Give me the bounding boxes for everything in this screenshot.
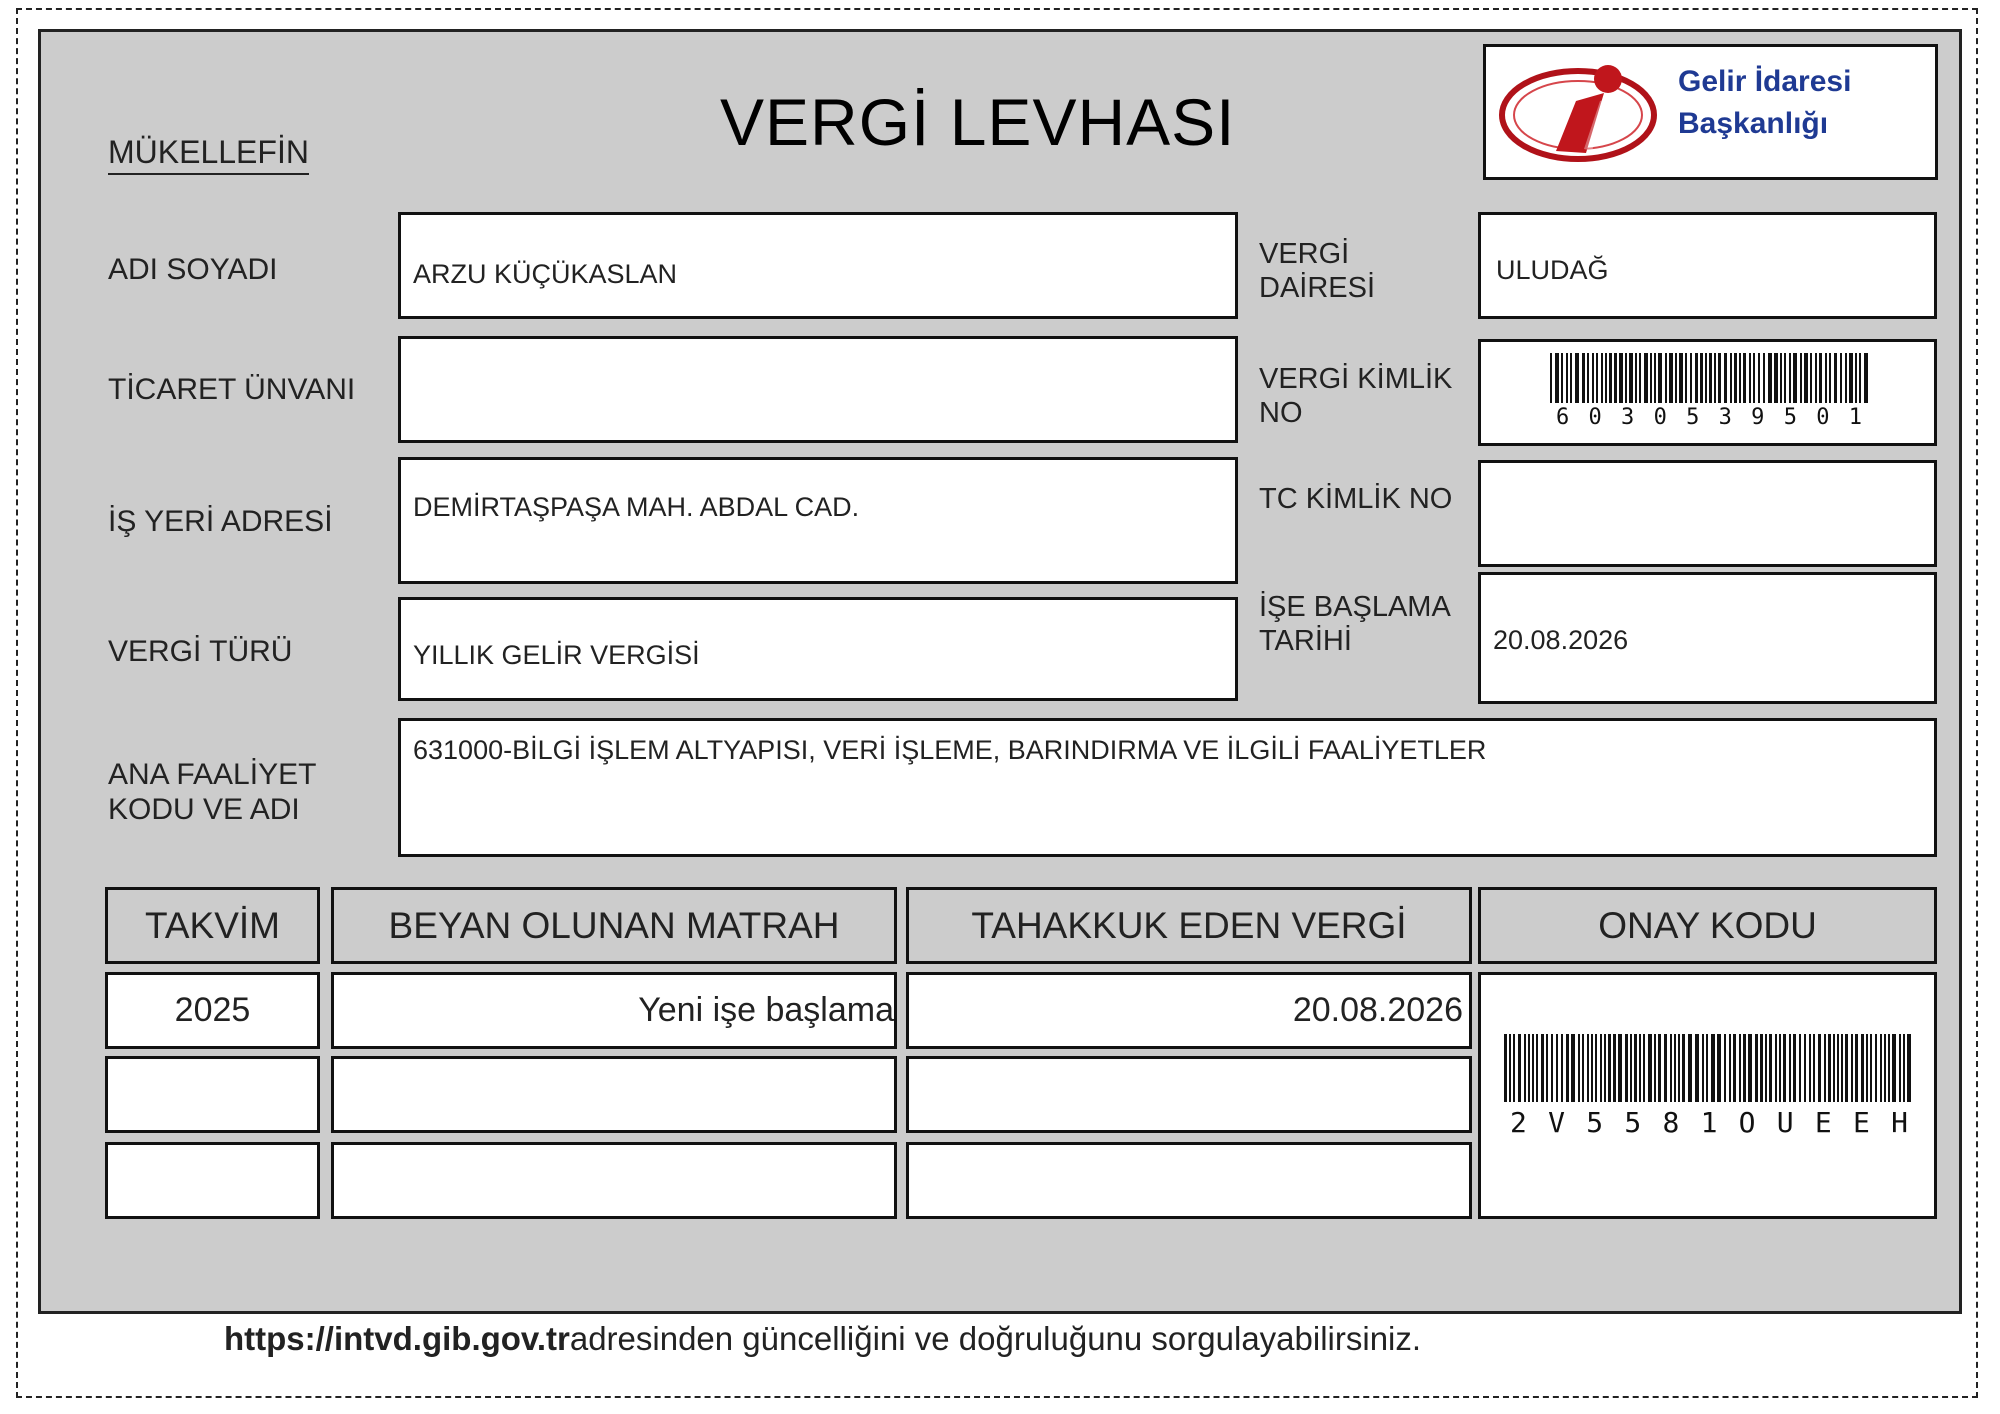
barcode-bar [1639,1034,1641,1102]
vergi-dairesi-label-1: VERGİ [1259,238,1350,270]
table-row-1-takvim [105,972,320,1049]
barcode-bar [1729,1034,1731,1102]
barcode-bar [1779,1034,1781,1102]
barcode-bar [1784,353,1786,403]
barcode-bar [1864,353,1868,403]
tc-kimlik-no-field [1478,460,1937,567]
footer-note [224,1320,1421,1358]
barcode-bar [1819,353,1822,403]
barcode-bar [1837,1034,1839,1102]
barcode-bar [1769,1034,1772,1102]
vergi-turu-value: YILLIK GELİR VERGİSİ [413,640,700,670]
table-row-2-matrah [331,1056,897,1133]
barcode-bar [1714,353,1716,403]
barcode-bar [1608,1034,1611,1102]
barcode-bar [1855,1034,1858,1102]
barcode-bar [1706,1034,1708,1102]
barcode-bar [1753,353,1755,403]
tc-kimlik-no-label: TC KİMLİK NO [1259,483,1453,515]
barcode-bar [1775,1034,1777,1102]
ise-baslama-field [1478,572,1937,704]
barcode-bar [1630,1034,1632,1102]
barcode-bar [1804,353,1808,403]
barcode-bar [1825,353,1827,403]
gib-logo-icon [1496,53,1666,173]
barcode-bar [1639,353,1641,403]
barcode-bar [1629,353,1633,403]
ana-faaliyet-label-2: KODU VE ADI [108,793,300,826]
barcode-bar [1793,353,1797,403]
barcode-bar [1566,1034,1569,1102]
ticaret-unvani-field [398,336,1238,443]
barcode-bar [1789,353,1791,403]
matrah-value: Yeni işe başlama [638,991,894,1029]
barcode-bar [1570,353,1572,403]
ise-baslama-value: 20.08.2026 [1493,625,1629,655]
onay-kodu-field [1478,972,1937,1219]
vergi-kimlik-no-label-1: VERGİ KİMLİK [1259,363,1453,395]
barcode-bar [1658,353,1662,403]
barcode-bar [1793,1034,1796,1102]
barcode-bar [1824,1034,1826,1102]
header-takvim: TAKVİM [105,887,320,964]
barcode-bar [1619,353,1623,403]
barcode-bar [1880,1034,1882,1102]
barcode-bar [1828,1034,1831,1102]
barcode-text: 6030539501 [1556,405,1862,430]
barcode-bar [1724,353,1727,403]
barcode-bar [1799,1034,1801,1102]
barcode-bar [1851,1034,1853,1102]
barcode-bar [1513,1034,1515,1102]
table-row-1-matrah [331,972,897,1049]
barcode-bar [1748,1034,1752,1102]
barcode-bar [1634,1034,1637,1102]
barcode-bar [1768,353,1772,403]
barcode-bar [1730,353,1732,403]
barcode-bar [1578,1034,1580,1102]
barcode-bar [1743,353,1746,403]
barcode-bar [1561,1034,1563,1102]
vergi-turu-field [398,597,1238,701]
barcode-bar [1509,1034,1511,1102]
barcode-bar [1815,353,1817,403]
barcode-bar [1591,1034,1593,1102]
barcode-bar [1765,1034,1767,1102]
barcode-bar [1601,353,1603,403]
barcode-bar [1899,1034,1901,1102]
barcode-bar [1870,1034,1872,1102]
barcode-bar [1650,353,1652,403]
barcode-bar [1758,353,1760,403]
barcode-bar [1845,1034,1848,1102]
barcode-bar [1592,353,1594,403]
barcode-bar [1733,1034,1736,1102]
barcode-bar [1555,353,1559,403]
barcode-bar [1845,353,1847,403]
vergi-kimlik-no-label-2: NO [1259,397,1303,429]
barcode-bar [1595,1034,1597,1102]
barcode-bar [1739,353,1741,403]
barcode-bar [1644,353,1648,403]
barcode-bar [1658,1034,1661,1102]
barcode-bar [1643,1034,1645,1102]
barcode-bar [1690,353,1692,403]
barcode-bar [1724,1034,1726,1102]
barcode-bar [1669,353,1673,403]
barcode-bar [1774,353,1778,403]
ise-baslama-label-2: TARİHİ [1259,625,1352,657]
barcode-bar [1840,353,1842,403]
barcode-bar [1866,1034,1868,1102]
barcode-bar [1763,353,1765,403]
logo-line-1: Gelir İdaresi [1678,65,1852,98]
vergi-dairesi-label-2: DAİRESİ [1259,272,1376,304]
barcode-bar [1829,353,1831,403]
is-yeri-adresi-field [398,457,1238,584]
barcode-bar [1884,1034,1886,1102]
barcode-bar [1670,1034,1672,1102]
barcode-bar [1841,1034,1843,1102]
barcode-bar [1688,1034,1692,1102]
ana-faaliyet-value: 631000-BİLGİ İŞLEM ALTYAPISI, VERİ İŞLEME, BARINDIRMA VE İLGİLİ FAALİYETLER [413,735,1487,765]
table-row-3-vergi [906,1142,1472,1219]
header-onay-kodu: ONAY KODU [1478,887,1937,964]
barcode-bar [1614,353,1617,403]
barcode-bar [1571,1034,1575,1102]
barcode-bar [1604,1034,1606,1102]
barcode-bar [1550,353,1552,403]
barcode-bar [1561,353,1563,403]
barcode-bar [1566,353,1568,403]
barcode-bar [1760,1034,1763,1102]
barcode-bar [1705,353,1707,403]
barcode-bar [1551,1034,1553,1102]
barcode-bar [1665,353,1667,403]
barcode-bar [1528,1034,1530,1102]
onay-kodu-barcode [1478,972,1937,1219]
barcode-bar [1734,353,1737,403]
barcode-bar [1654,1034,1656,1102]
barcode-bar [1709,353,1712,403]
footer-url[interactable]: https://intvd.gib.gov.tr [224,1320,570,1357]
barcode-bar [1711,1034,1715,1102]
barcode-bar [1536,1034,1538,1102]
barcode-bar [1834,353,1837,403]
barcode-bar [1587,353,1589,403]
barcode-bar [1783,1034,1786,1102]
barcode-bar [1582,353,1585,403]
barcode-bar [1907,1034,1911,1102]
barcode-bar [1859,353,1861,403]
table-row-3-takvim [105,1142,320,1219]
barcode-bar [1678,1034,1680,1102]
barcode-bar [1861,1034,1864,1102]
barcode-bar [1810,353,1812,403]
barcode-bar [1682,1034,1685,1102]
barcode-bar [1892,1034,1896,1102]
barcode-bar [1903,1034,1905,1102]
barcode-bar [1702,1034,1704,1102]
ise-baslama-label-1: İŞE BAŞLAMA [1259,591,1451,623]
vergi-value: 20.08.2026 [1292,991,1463,1029]
vergi-kimlik-no-barcode [1478,339,1937,446]
barcode-bar [1800,353,1802,403]
logo-line-2: Başkanlığı [1678,107,1829,140]
barcode-bar [1674,1034,1676,1102]
header-tahakkuk-eden-vergi: TAHAKKUK EDEN VERGİ [906,887,1472,964]
adi-soyadi-value: ARZU KÜÇÜKASLAN [413,259,678,289]
header-beyan-olunan-matrah: BEYAN OLUNAN MATRAH [331,887,897,964]
barcode-bar [1818,1034,1821,1102]
barcode-bar [1695,1034,1699,1102]
is-yeri-adresi-label: İŞ YERİ ADRESİ [108,505,333,538]
barcode-bar [1739,1034,1741,1102]
barcode-bar [1587,1034,1589,1102]
barcode-bar [1695,353,1698,403]
barcode-bar [1605,353,1607,403]
table-row-2-vergi [906,1056,1472,1133]
ticaret-unvani-label: TİCARET ÜNVANI [108,373,356,406]
table-row-3-matrah [331,1142,897,1219]
ana-faaliyet-field [398,718,1937,857]
barcode-bar [1596,353,1598,403]
barcode-bar [1600,1034,1602,1102]
barcode-bar [1625,1034,1628,1102]
barcode-bar [1743,1034,1746,1102]
table-row-2-takvim [105,1056,320,1133]
barcode-bar [1809,1034,1811,1102]
barcode-bar [1613,1034,1616,1102]
barcode-bar [1541,1034,1544,1102]
ana-faaliyet-label-1: ANA FAALİYET [108,758,317,791]
barcode-bar [1582,1034,1584,1102]
barcode-bar [1654,353,1656,403]
barcode-bar [1780,353,1782,403]
barcode-bar [1749,353,1751,403]
table-row-1-vergi [906,972,1472,1049]
barcode-bar [1618,1034,1622,1102]
is-yeri-adresi-value: DEMİRTAŞPAŞA MAH. ABDAL CAD. [413,492,860,522]
barcode-bar [1813,1034,1815,1102]
barcode-bar [1718,353,1721,403]
gib-logo [1483,44,1938,180]
barcode-bar [1609,353,1612,403]
barcode-bar [1635,353,1637,403]
barcode-bar [1789,1034,1791,1102]
takvim-value: 2025 [174,991,251,1029]
adi-soyadi-field [398,212,1238,319]
barcode-bar [1875,1034,1877,1102]
barcode-bar [1700,353,1703,403]
vergi-dairesi-field [1478,212,1937,319]
barcode-bar [1833,1034,1835,1102]
footer-text: adresinden güncelliğini ve doğruluğunu sorgulayabilirsiniz. [569,1320,1422,1357]
barcode-bar [1524,1034,1526,1102]
barcode-bar [1855,353,1857,403]
vergi-turu-label: VERGİ TÜRÜ [108,635,293,668]
barcode-bar [1685,353,1687,403]
barcode-text: 2V5581OUEEH [1510,1106,1908,1139]
barcode-bar [1679,353,1683,403]
barcode-bar [1518,1034,1521,1102]
document-title: VERGİ LEVHASI [720,85,1236,159]
barcode-bar [1675,353,1677,403]
barcode-bar [1648,1034,1652,1102]
barcode-bar [1664,1034,1667,1102]
vergi-dairesi-value: ULUDAĞ [1496,255,1609,285]
barcode-bar [1755,1034,1758,1102]
barcode-bar [1504,1034,1507,1102]
barcode-bar [1556,1034,1558,1102]
adi-soyadi-label: ADI SOYADI [108,253,278,286]
barcode-bar [1849,353,1853,403]
vergi-kimlik-no-field [1478,339,1937,446]
barcode-bar [1717,1034,1721,1102]
barcode-bar [1804,1034,1806,1102]
barcode-bar [1575,353,1579,403]
barcode-bar [1532,1034,1534,1102]
barcode-bar [1888,1034,1890,1102]
barcode-bar [1625,353,1627,403]
mukellef-label: MÜKELLEFİN [108,134,309,175]
barcode-bar [1546,1034,1548,1102]
